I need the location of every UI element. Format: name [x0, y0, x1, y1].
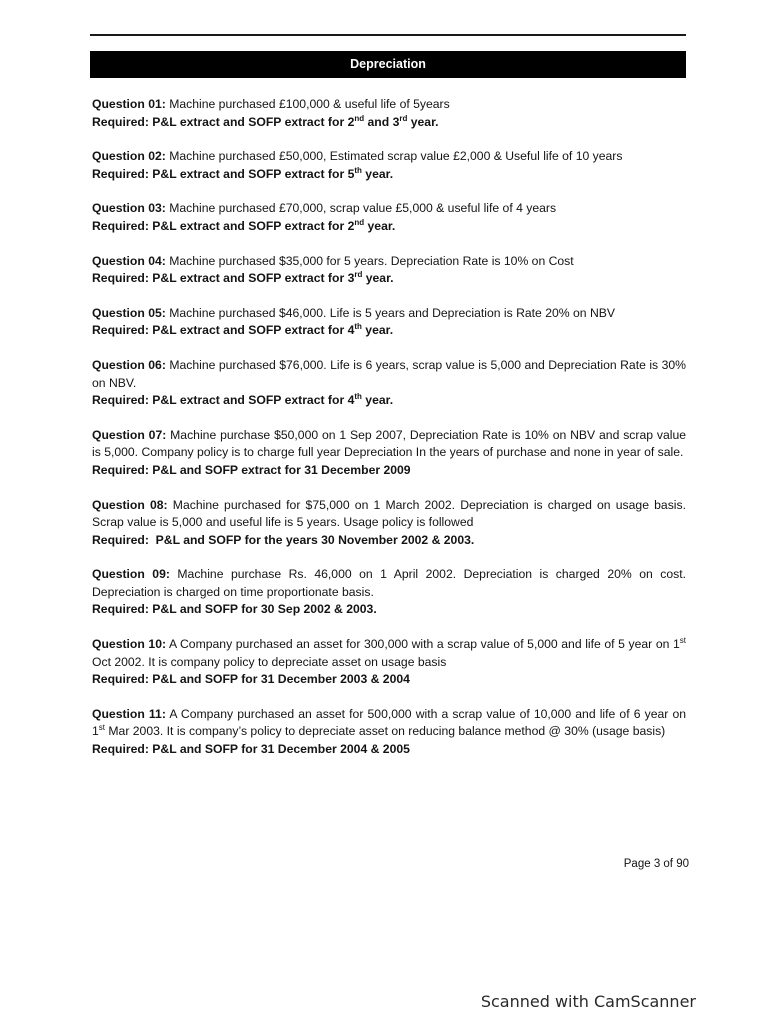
- required-line: Required: P&L extract and SOFP extract for 4th year.: [92, 392, 394, 408]
- section-title-bar: [90, 51, 686, 78]
- required-label: Required:: [92, 393, 149, 408]
- required-label: Required:: [92, 602, 149, 617]
- question-item: [92, 305, 686, 340]
- required-line: Required: P&L and SOFP for 31 December 2004 & 2005: [92, 742, 410, 757]
- question-list: [92, 96, 686, 776]
- question-item: [92, 200, 686, 235]
- question-text: Question 04: Machine purchased $35,000 for 5 years. Depreciation Rate is 10% on Cost: [92, 253, 574, 268]
- question-text: Question 11: A Company purchased an asset for 500,000 with a scrap value of 10,000 and life of 6 year on 1st Mar 2003. It is company’s policy to depreciate asset on reducing balance method @ 30% (usage basis): [92, 706, 686, 739]
- required-line: Required: P&L extract and SOFP extract for 2nd and 3rd year.: [92, 113, 439, 129]
- question-label: Question 07:: [92, 427, 167, 442]
- question-text: Question 07: Machine purchase $50,000 on 1 Sep 2007, Depreciation Rate is 10% on NBV and scrap value is 5,000. Company policy is to charge full year Depreciation In the years of purchase and none in year of sale.: [92, 427, 686, 460]
- question-label: Question 01:: [92, 97, 166, 111]
- question-item: [92, 148, 686, 183]
- required-line: Required: P&L and SOFP for the years 30 November 2002 & 2003.: [92, 532, 475, 547]
- required-label: Required:: [92, 742, 149, 757]
- question-item: [92, 706, 686, 759]
- required-label: Required:: [92, 166, 149, 181]
- question-item: [92, 96, 686, 131]
- question-label: Question 11:: [92, 706, 166, 721]
- question-text: Question 05: Machine purchased $46,000. Life is 5 years and Depreciation is Rate 20% on NBV: [92, 305, 615, 320]
- question-text: Question 03: Machine purchased £70,000, scrap value £5,000 & useful life of 4 years: [92, 201, 557, 216]
- question-text: Question 09: Machine purchase Rs. 46,000 on 1 April 2002. Depreciation is charged 20% on cost. Depreciation is charged on time proportionate basis.: [92, 567, 686, 599]
- required-label: Required:: [92, 114, 149, 129]
- required-line: Required: P&L extract and SOFP extract for 5th year.: [92, 165, 394, 181]
- question-text: Question 08: Machine purchased for $75,000 on 1 March 2002. Depreciation is charged on usage basis. Scrap value is 5,000 and useful life is 5 years. Usage policy is followed: [92, 497, 686, 530]
- question-item: [92, 427, 686, 480]
- question-text: Question 01: Machine purchased £100,000 & useful life of 5years: [92, 97, 450, 111]
- scanner-watermark: Scanned with CamScanner: [480, 992, 696, 1011]
- question-label: Question 08:: [92, 497, 168, 512]
- question-label: Question 10:: [92, 637, 167, 652]
- question-label: Question 03:: [92, 201, 166, 216]
- question-item: [92, 497, 686, 550]
- required-label: Required:: [92, 532, 149, 547]
- section-title: Depreciation: [350, 57, 426, 71]
- question-item: [92, 636, 686, 689]
- top-rule: [90, 34, 686, 36]
- required-label: Required:: [92, 218, 149, 233]
- required-line: Required: P&L and SOFP extract for 31 December 2009: [92, 462, 411, 477]
- question-item: [92, 566, 686, 619]
- question-label: Question 04:: [92, 253, 166, 268]
- question-text: Question 06: Machine purchased $76,000. Life is 6 years, scrap value is 5,000 and Depreciation Rate is 30% on NBV.: [92, 357, 686, 390]
- required-line: Required: P&L extract and SOFP extract for 2nd year.: [92, 217, 396, 233]
- question-label: Question 09:: [92, 567, 170, 582]
- question-item: [92, 253, 686, 288]
- required-line: Required: P&L and SOFP for 30 Sep 2002 & 2003.: [92, 602, 377, 617]
- required-label: Required:: [92, 672, 149, 687]
- question-label: Question 02:: [92, 149, 166, 164]
- page-number: Page 3 of 90: [623, 858, 689, 870]
- question-label: Question 06:: [92, 357, 166, 372]
- question-item: [92, 357, 686, 410]
- required-label: Required:: [92, 271, 149, 286]
- required-label: Required:: [92, 462, 149, 477]
- question-label: Question 05:: [92, 305, 166, 320]
- required-label: Required:: [92, 323, 149, 338]
- required-line: Required: P&L and SOFP for 31 December 2003 & 2004: [92, 672, 410, 687]
- question-text: Question 10: A Company purchased an asset for 300,000 with a scrap value of 5,000 and life of 5 year on 1st Oct 2002. It is company policy to depreciate asset on usage basis: [92, 636, 686, 669]
- required-line: Required: P&L extract and SOFP extract for 3rd year.: [92, 270, 394, 286]
- required-line: Required: P&L extract and SOFP extract for 4th year.: [92, 322, 394, 338]
- question-text: Question 02: Machine purchased £50,000, Estimated scrap value £2,000 & Useful life of 10 years: [92, 149, 623, 164]
